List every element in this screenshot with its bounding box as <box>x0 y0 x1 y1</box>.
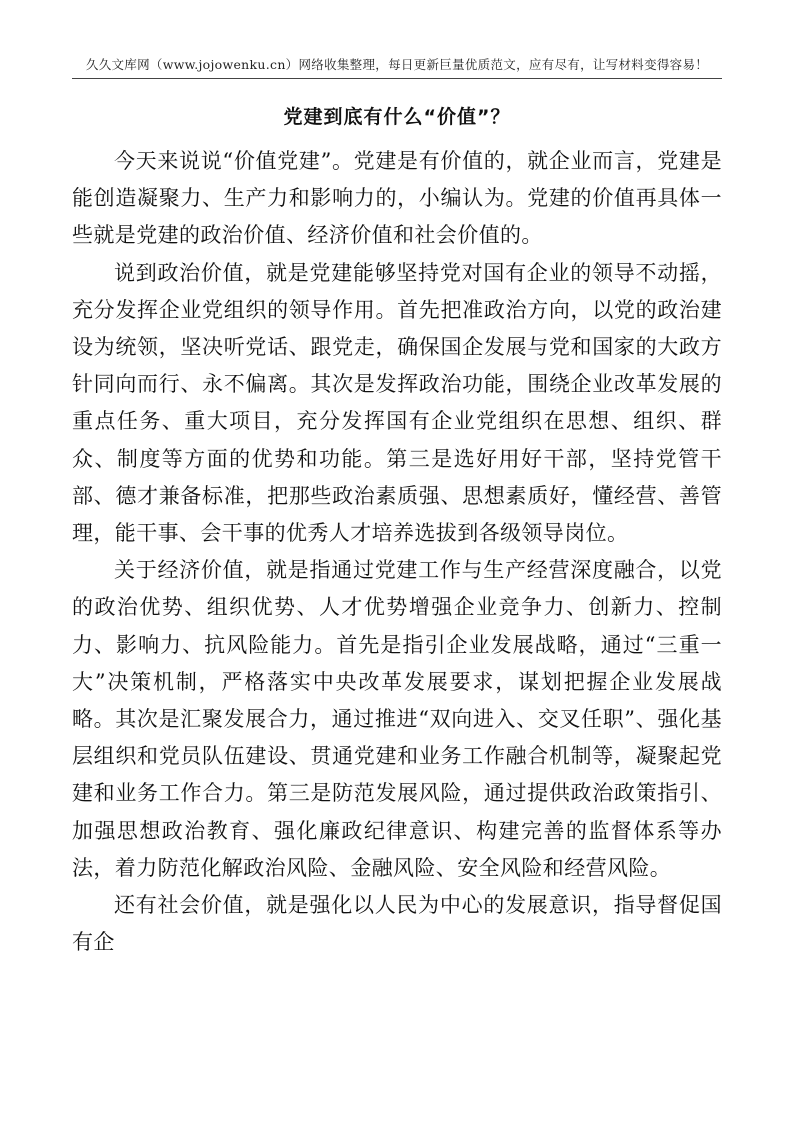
header-divider <box>72 78 722 79</box>
paragraph-political-value: 说到政治价值，就是党建能够坚持党对国有企业的领导不动摇，充分发挥企业党组织的领导作用。首先把准政治方向，以党的政治建设为统领，坚决听党话、跟党走，确保国企发展与党和国家的大政方针同向而行、永不偏离。其次是发挥政治功能，围绕企业改革发展的重点任务、重大项目，充分发挥国有企业党组织在思想、组织、群众、制度等方面的优势和功能。第三是选好用好干部，坚持党管干部、德才兼备标准，把那些政治素质强、思想素质好，懂经营、善管理，能干事、会干事的优秀人才培养选拔到各级领导岗位。 <box>72 260 722 546</box>
document-body <box>72 143 722 961</box>
paragraph-intro: 今天来说说“价值党建”。党建是有价值的，就企业而言，党建是能创造凝聚力、生产力和影响力的，小编认为。党建的价值再具体一些就是党建的政治价值、经济价值和社会价值的。 <box>72 149 722 248</box>
page-header-text: 久久文库网（www.jojowenku.cn）网络收集整理，每日更新巨量优质范文，应有尽有，让写材料变得容易！ <box>85 57 709 72</box>
paragraph-social-value: 还有社会价值，就是强化以人民为中心的发展意识，指导督促国有企 <box>72 893 722 955</box>
document-title: 党建到底有什么“价值”？ <box>283 106 511 128</box>
paragraph-economic-value: 关于经济价值，就是指通过党建工作与生产经营深度融合，以党的政治优势、组织优势、人才优势增强企业竞争力、创新力、控制力、影响力、抗风险能力。首先是指引企业发展战略，通过“三重一大”决策机制，严格落实中央改革发展要求，谋划把握企业发展战略。其次是汇聚发展合力，通过推进“双向进入、交叉任职”、强化基层组织和党员队伍建设、贯通党建和业务工作融合机制等，凝聚起党建和业务工作合力。第三是防范发展风险，通过提供政治政策指引、加强思想政治教育、强化廉政纪律意识、构建完善的监督体系等办法，着力防范化解政治风险、金融风险、安全风险和经营风险。 <box>72 558 722 880</box>
